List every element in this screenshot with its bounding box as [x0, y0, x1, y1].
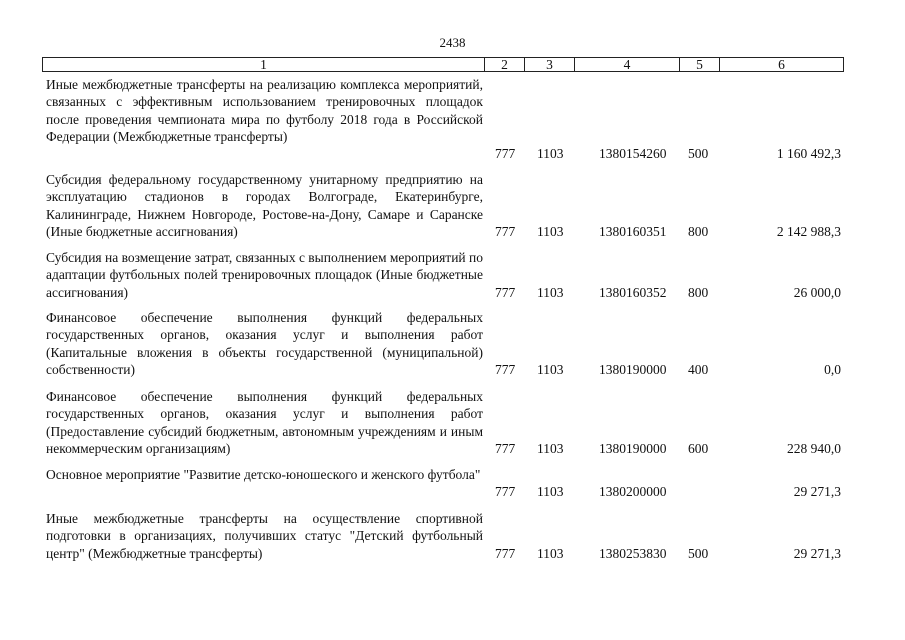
row-col2: 777 [495, 546, 516, 561]
header-col-5: 5 [680, 58, 720, 71]
row-col6: 29 271,3 [793, 484, 841, 499]
row-col4: 1380190000 [599, 441, 667, 456]
row-col5: 500 [688, 546, 709, 561]
row-col3: 1103 [537, 362, 564, 377]
row-col5: 600 [688, 441, 709, 456]
row-col4: 1380253830 [599, 546, 667, 561]
row-col3: 1103 [537, 146, 564, 161]
row-col3: 1103 [537, 224, 564, 239]
row-col4: 1380200000 [599, 484, 667, 499]
row-description: Иные межбюджетные трансферты на реализацию комплекса мероприятий, связанных с эффективным использованием тренировочных площадок после проведения чемпионата мира по футболу 2018 года в Российской Федерации (Межбюджетные трансферты) [46, 77, 483, 144]
row-col5: 500 [688, 146, 709, 161]
row-col2: 777 [495, 441, 516, 456]
row-col6: 2 142 988,3 [776, 224, 841, 239]
header-col-2: 2 [485, 58, 525, 71]
row-col4: 1380154260 [599, 146, 667, 161]
row-description: Субсидия федеральному государственному унитарному предприятию на эксплуатацию стадионов в городах Волгограде, Екатеринбурге, Калининграде, Нижнем Новгороде, Ростове-на-Дону, Самаре и Саранске (Иные бюджетные ассигнования) [46, 172, 483, 239]
row-col4: 1380160352 [599, 285, 667, 300]
header-col-1: 1 [43, 58, 485, 71]
row-description: Финансовое обеспечение выполнения функций федеральных государственных органов, оказания услуг и выполнения работ (Предоставление субсидий бюджетным, автономным учреждениям и иным некоммерческим организациям) [46, 389, 483, 456]
row-col3: 1103 [537, 546, 564, 561]
row-col6: 228 940,0 [787, 441, 841, 456]
row-col5: 800 [688, 285, 709, 300]
row-description: Основное мероприятие "Развитие детско-юношеского и женского футбола" [46, 467, 481, 482]
row-col6: 0,0 [824, 362, 841, 377]
row-col2: 777 [495, 224, 516, 239]
row-description: Иные межбюджетные трансферты на осуществление спортивной подготовки в организациях, получивших статус "Детский футбольный центр" (Межбюджетные трансферты) [46, 511, 483, 561]
row-description: Финансовое обеспечение выполнения функций федеральных государственных органов, оказания услуг и выполнения работ (Капитальные вложения в объекты государственной (муниципальной) собственности) [46, 310, 483, 377]
row-col6: 1 160 492,3 [776, 146, 841, 161]
row-col5: 800 [688, 224, 709, 239]
row-col6: 29 271,3 [793, 546, 841, 561]
header-col-4: 4 [575, 58, 680, 71]
row-col4: 1380160351 [599, 224, 667, 239]
row-col2: 777 [495, 146, 516, 161]
header-col-3: 3 [525, 58, 575, 71]
row-col5: 400 [688, 362, 709, 377]
row-col2: 777 [495, 362, 516, 377]
row-col6: 26 000,0 [793, 285, 841, 300]
row-col2: 777 [495, 484, 516, 499]
row-col3: 1103 [537, 285, 564, 300]
row-col3: 1103 [537, 484, 564, 499]
table-header [42, 57, 844, 72]
row-col2: 777 [495, 285, 516, 300]
header-col-6: 6 [778, 57, 785, 72]
row-description: Субсидия на возмещение затрат, связанных с выполнением мероприятий по адаптации футбольных полей тренировочных площадок (Иные бюджетные ассигнования) [46, 250, 484, 300]
page-number: 2438 [439, 35, 466, 50]
row-col3: 1103 [537, 441, 564, 456]
row-col4: 1380190000 [599, 362, 667, 377]
